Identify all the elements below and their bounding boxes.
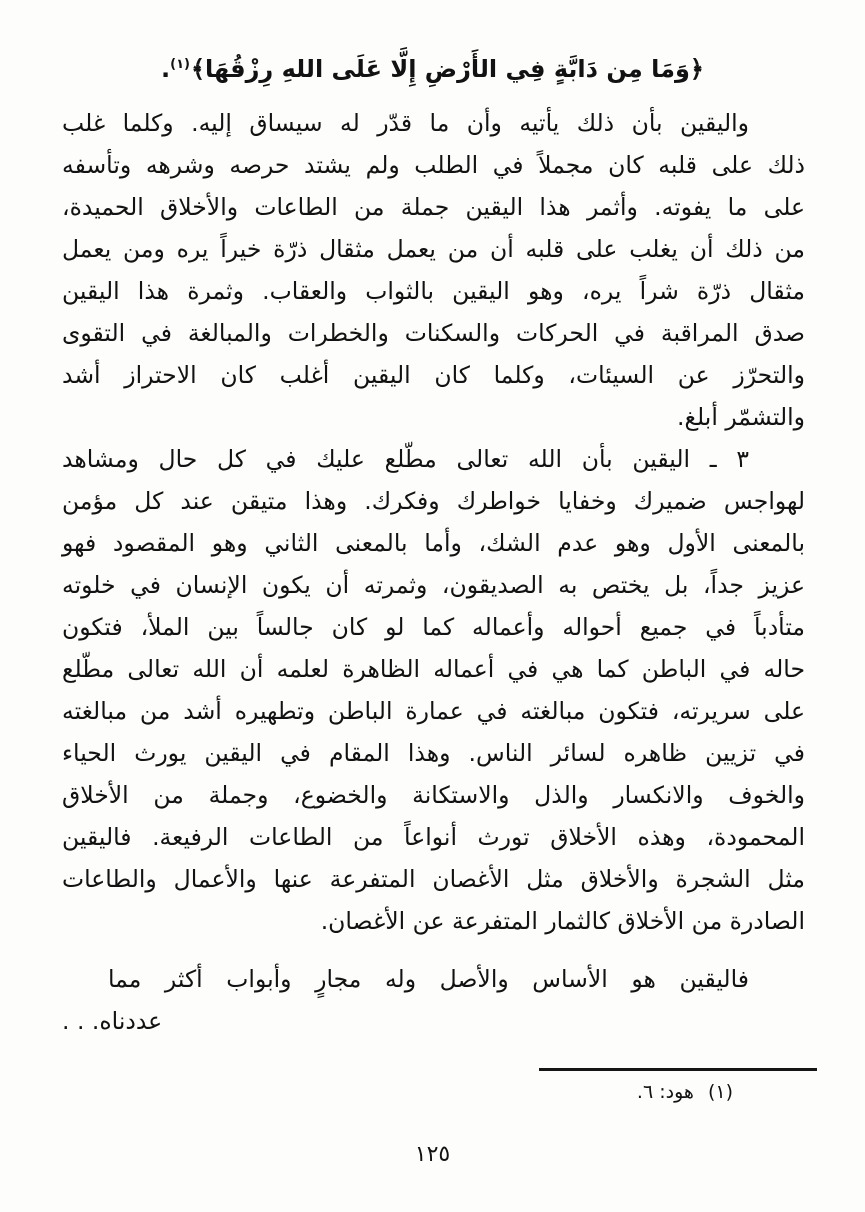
footnote-separator: [539, 1068, 817, 1071]
text-line: فاليقين هو الأساس والأصل وله مجارٍ وأبواب أكثر مما: [108, 965, 749, 993]
text-line: لهواجس ضميرك وخفايا خواطرك وفكرك. وهذا متيقن عند كل مؤمن: [62, 487, 805, 515]
footnote: [62, 1077, 805, 1107]
text-line: على سريرته، فتكون مبالغته في عمارة الباطن وتطهيره أشد من مبالغته: [62, 697, 805, 725]
quran-verse: [0, 0, 865, 92]
text-line: عددناه. . .: [62, 1007, 163, 1035]
text-line: حاله في الباطن كما هي في أعماله الظاهرة لعلمه أن الله تعالى مطّلع: [62, 655, 805, 683]
text-line: في تزيين ظاهره لسائر الناس. وهذا المقام في اليقين يورث الحياء: [62, 739, 805, 767]
paragraph: [62, 102, 805, 438]
text-line: ٣ ـ اليقين بأن الله تعالى مطّلع عليك في كل حال ومشاهد: [62, 445, 749, 473]
verse-text: ﴿وَمَا مِن دَابَّةٍ فِي الأَرْضِ إِلَّا عَلَى اللهِ رِزْقُهَا﴾: [190, 55, 704, 83]
footnote-marker: (١): [707, 1081, 733, 1103]
page-number: ١٢٥: [414, 1142, 451, 1167]
text-line: مثل الشجرة والأخلاق مثل الأغصان المتفرعة عنها والأعمال والطاعات: [62, 865, 805, 893]
text-line: والتشمّر أبلغ.: [677, 403, 805, 431]
text-line: متأدباً في جميع أحواله وأعماله كما لو كان جالساً بين الملأ، فتكون: [62, 613, 805, 641]
verse-period: .: [160, 55, 171, 83]
text-line: من ذلك أن يغلب على قلبه أن من يعمل مثقال ذرّة خيراً يره ومن يعمل: [62, 235, 805, 263]
text-line: عزيز جداً، بل يختص به الصديقون، وثمرته أن يكون الإنسان في خلوته: [62, 571, 805, 599]
text-line: واليقين بأن ذلك يأتيه وأن ما قدّر له سيساق إليه. وكلما غلب: [62, 109, 749, 137]
text-line: بالمعنى الأول وهو عدم الشك، وأما بالمعنى الثاني وهو المقصود فهو: [62, 529, 805, 557]
footnote-source: هود: ٦.: [636, 1081, 694, 1103]
text-line: والخوف والانكسار والذل والاستكانة والخضوع، وجملة من الأخلاق: [62, 781, 805, 809]
text-line: صدق المراقبة في الحركات والسكنات والخطرات والمبالغة في التقوى: [62, 319, 805, 347]
paragraph: [62, 438, 805, 942]
text-line: مثقال ذرّة شراً يره، وهو اليقين بالثواب والعقاب. وثمرة هذا اليقين: [62, 277, 805, 305]
text-line: والتحرّز عن السيئات، وكلما كان اليقين أغلب كان الاحتراز أشد: [62, 361, 805, 389]
footnote-reference: (١): [170, 57, 190, 72]
paragraph: [62, 958, 805, 1042]
text-line: ذلك على قلبه كان مجملاً في الطلب ولم يشتد حرصه وشرهه وتأسفه: [62, 151, 805, 179]
text-line: الصادرة من الأخلاق كالثمار المتفرعة عن الأغصان.: [320, 907, 805, 935]
text-line: على ما يفوته. وأثمر هذا اليقين جملة من الطاعات والأخلاق الحميدة،: [62, 193, 805, 221]
text-line: المحمودة، وهذه الأخلاق تورث أنواعاً من الطاعات الرفيعة. فاليقين: [62, 823, 805, 851]
body-text: [0, 102, 865, 1107]
